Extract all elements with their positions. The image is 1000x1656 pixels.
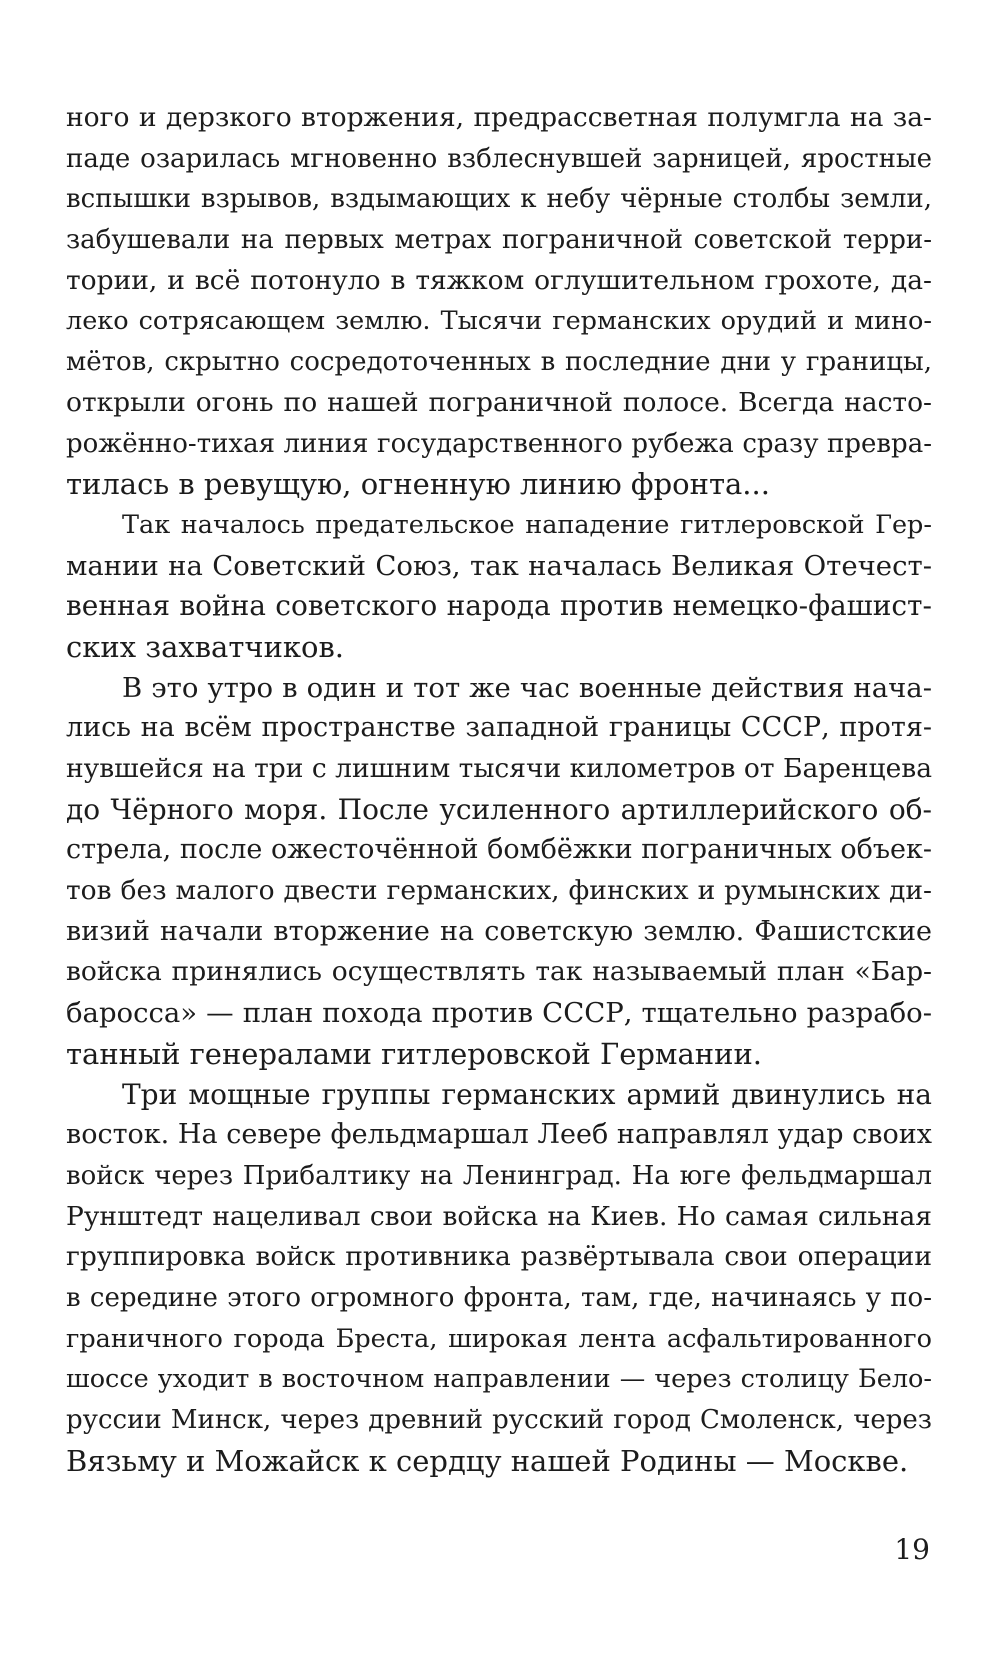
- text-line: мётов, скрытно сосредоточенных в последние дни у границы,: [66, 347, 932, 378]
- text-line: тории, и всё потонуло в тяжком оглушительном грохоте, да-: [66, 264, 932, 296]
- text-line: Рунштедт нацеливал свои войска на Киев. Но самая сильная: [66, 1200, 932, 1232]
- text-line: ного и дерзкого вторжения, предрассветная полумгла на за-: [66, 102, 932, 133]
- text-line: открыли огонь по нашей пограничной полосе. Всегда насто-: [66, 386, 932, 418]
- text-line: в середине этого огромного фронта, там, где, начинаясь у по-: [66, 1282, 932, 1313]
- text-line: лись на всём пространстве западной границы СССР, протя-: [66, 712, 932, 744]
- text-line: руссии Минск, через древний русский город Смоленск, через: [66, 1405, 932, 1435]
- text-line: визий начали вторжение на советскую землю. Фашистские: [66, 915, 932, 947]
- text-line: ских захватчиков.: [66, 629, 345, 664]
- text-line: граничного города Бреста, широкая лента асфальтированного: [66, 1323, 932, 1354]
- text-line: рожённо-тихая линия государственного рубежа сразу превра-: [66, 428, 932, 459]
- paragraph-first-line: В это утро в один и тот же час военные действия нача-: [122, 671, 932, 704]
- text-line: шоссе уходит в восточном направлении — через столицу Бело-: [66, 1364, 932, 1395]
- text-line: группировка войск противника развёртывала свои операции: [66, 1241, 932, 1273]
- text-line: паде озарилась мгновенно взблеснувшей зарницей, яростные: [66, 143, 932, 174]
- text-line: войск через Прибалтику на Ленинград. На юге фельдмаршал: [66, 1160, 932, 1191]
- text-line: вспышки взрывов, вздымающих к небу чёрные столбы земли,: [66, 184, 932, 215]
- text-line: леко сотрясающем землю. Тысячи германских орудий и мино-: [66, 306, 932, 337]
- text-line: нувшейся на три с лишним тысячи километров от Баренцева: [66, 753, 932, 784]
- page-number: 19: [894, 1533, 930, 1566]
- text-line: тилась в ревущую, огненную линию фронта...: [66, 467, 770, 502]
- body-text: [66, 98, 932, 1481]
- text-line: восток. На севере фельдмаршал Лееб направлял удар своих: [66, 1119, 932, 1151]
- text-line: тов без малого двести германских, финских и румынских ди-: [66, 875, 932, 907]
- text-line: танный генералами гитлеровской Германии.: [66, 1036, 762, 1071]
- paragraph-first-line: Так началось предательское нападение гитлеровской Гер-: [122, 509, 932, 540]
- paragraph-first-line: Три мощные группы германских армий двинулись на: [122, 1077, 932, 1111]
- text-line: баросса» — план похода против СССР, тщательно разрабо-: [66, 997, 932, 1030]
- text-line: войска принялись осуществлять так называемый план «Бар-: [66, 956, 932, 988]
- text-line: стрела, после ожесточённой бомбёжки пограничных объек-: [66, 834, 932, 866]
- text-line: венная война советского народа против немецко-фашист-: [66, 589, 932, 623]
- text-line: забушевали на первых метрах пограничной советской терри-: [66, 225, 932, 256]
- text-line: Вязьму и Можайск к сердцу нашей Родины — Москве.: [66, 1443, 909, 1478]
- text-line: мании на Советский Союз, так началась Великая Отечест-: [66, 549, 932, 582]
- text-line: до Чёрного моря. После усиленного артиллерийского об-: [66, 792, 932, 826]
